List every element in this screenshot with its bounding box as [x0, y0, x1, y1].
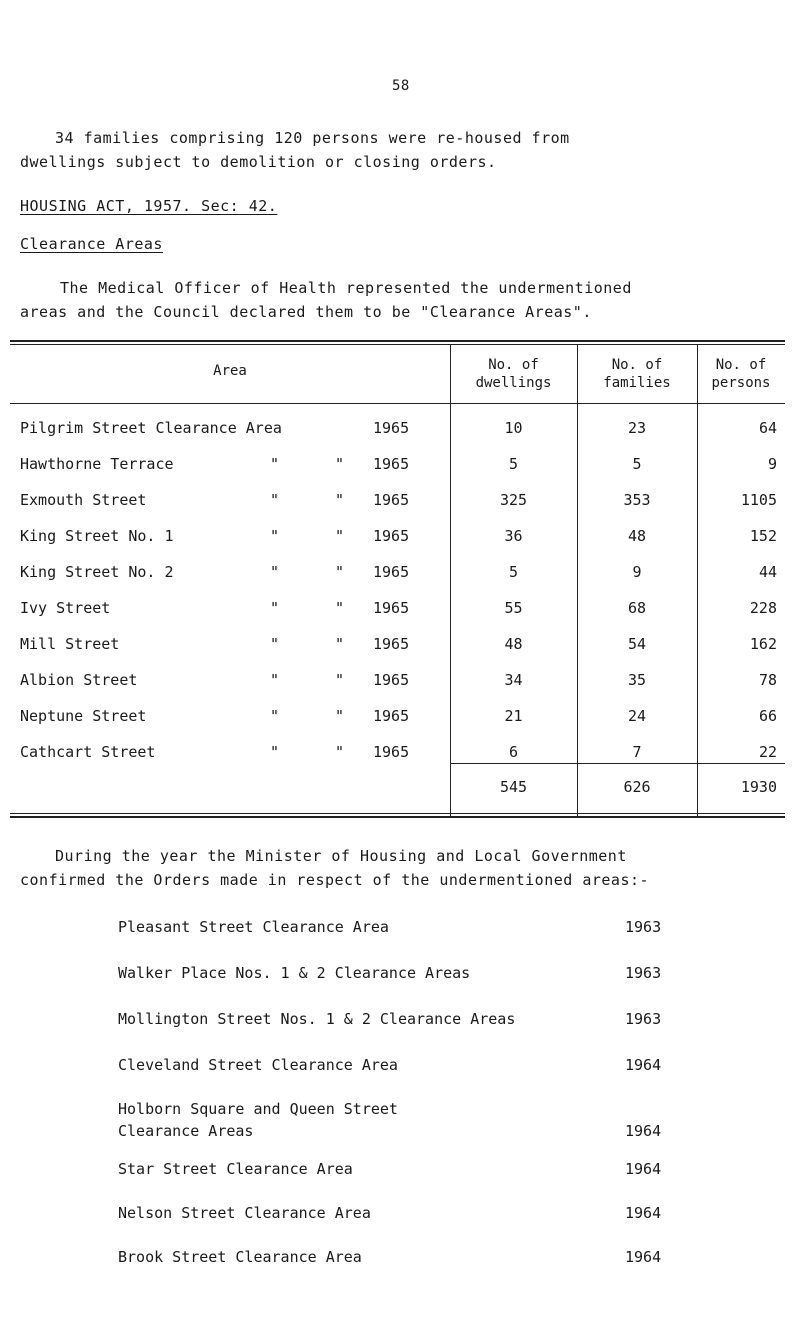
- row-dwellings: 36: [504, 527, 523, 545]
- row-ditto-2: ": [335, 671, 345, 689]
- table-total-rule: [450, 763, 785, 764]
- row-dwellings: 48: [504, 635, 523, 653]
- row-year: 1965: [373, 599, 410, 617]
- row-area-name: Cathcart Street: [20, 743, 156, 761]
- row-persons: 162: [749, 635, 777, 653]
- confirmed-line-1: During the year the Minister of Housing and Local Government: [55, 847, 627, 865]
- order-year: 1964: [625, 1056, 662, 1074]
- header-families-1: No. of: [611, 357, 663, 373]
- row-ditto-2: ": [335, 635, 345, 653]
- header-dwellings-2: dwellings: [475, 375, 552, 391]
- row-families: 7: [632, 743, 642, 761]
- row-persons: 64: [758, 419, 777, 437]
- row-ditto-2: ": [335, 455, 345, 473]
- header-persons-2: persons: [711, 375, 771, 391]
- row-ditto-1: ": [270, 635, 280, 653]
- row-year: 1965: [373, 455, 410, 473]
- order-year: 1963: [625, 918, 662, 936]
- row-persons: 1105: [740, 491, 777, 509]
- row-ditto-2: ": [335, 707, 345, 725]
- row-year: 1965: [373, 491, 410, 509]
- intro-line-1: 34 families comprising 120 persons were re-housed from: [55, 129, 570, 147]
- row-families: 35: [627, 671, 647, 689]
- order-area-name: Cleveland Street Clearance Area: [118, 1056, 398, 1074]
- row-dwellings: 6: [508, 743, 519, 761]
- total-dwellings: 545: [499, 778, 528, 796]
- row-ditto-1: ": [270, 527, 280, 545]
- order-year: 1964: [625, 1122, 662, 1140]
- order-year: 1964: [625, 1248, 662, 1266]
- represented-line-1: The Medical Officer of Health represented the undermentioned: [60, 279, 632, 297]
- row-ditto-1: ": [270, 599, 280, 617]
- total-families: 626: [623, 778, 651, 796]
- order-area-name: Walker Place Nos. 1 & 2 Clearance Areas: [118, 964, 471, 982]
- row-persons: 66: [758, 707, 777, 725]
- row-ditto-1: ": [270, 491, 280, 509]
- represented-line-2: areas and the Council declared them to be "Clearance Areas".: [20, 303, 592, 321]
- row-ditto-2: ": [335, 743, 345, 761]
- order-year: 1963: [625, 1010, 662, 1028]
- row-area-name: Hawthorne Terrace: [20, 455, 174, 473]
- section-heading-text: HOUSING ACT, 1957. Sec: 42.: [20, 197, 278, 215]
- row-families: 5: [632, 455, 642, 473]
- row-dwellings: 325: [499, 491, 528, 509]
- row-families: 24: [627, 707, 647, 725]
- table-top-rule-2: [10, 344, 785, 345]
- row-area-name: Albion Street: [20, 671, 138, 689]
- row-year: 1965: [373, 635, 410, 653]
- row-area-name: Mill Street: [20, 635, 120, 653]
- row-ditto-2: ": [335, 527, 345, 545]
- row-persons: 152: [749, 527, 777, 545]
- order-area-name: Star Street Clearance Area: [118, 1160, 353, 1178]
- row-dwellings: 5: [508, 563, 519, 581]
- table-bottom-rule-2: [10, 816, 785, 818]
- header-area: Area: [213, 363, 247, 379]
- row-year: 1965: [373, 743, 410, 761]
- row-area-name: Ivy Street: [20, 599, 111, 617]
- row-dwellings: 10: [504, 419, 523, 437]
- row-ditto-2: ": [335, 599, 345, 617]
- row-dwellings: 5: [508, 455, 519, 473]
- header-persons-1: No. of: [715, 357, 767, 373]
- row-area-name: Pilgrim Street Clearance Area: [20, 419, 282, 437]
- intro-line-2: dwellings subject to demolition or closing orders.: [20, 153, 497, 171]
- row-area-name: Exmouth Street: [20, 491, 147, 509]
- row-ditto-1: ": [270, 563, 280, 581]
- page-number: 58: [392, 78, 410, 94]
- row-families: 9: [632, 563, 642, 581]
- row-area-name: King Street No. 1: [20, 527, 174, 545]
- row-persons: 22: [758, 743, 777, 761]
- row-persons: 228: [749, 599, 777, 617]
- order-area-name: Holborn Square and Queen Street: [118, 1100, 398, 1118]
- row-ditto-2: ": [335, 491, 345, 509]
- row-ditto-1: ": [270, 707, 280, 725]
- row-families: 54: [627, 635, 647, 653]
- row-persons: 9: [767, 455, 777, 473]
- row-year: 1965: [373, 527, 410, 545]
- row-year: 1965: [373, 671, 410, 689]
- row-dwellings: 21: [504, 707, 523, 725]
- table-top-rule: [10, 340, 785, 342]
- row-persons: 78: [758, 671, 777, 689]
- row-persons: 44: [758, 563, 777, 581]
- header-families-2: families: [603, 375, 671, 391]
- total-persons: 1930: [740, 778, 777, 796]
- row-year: 1965: [373, 707, 410, 725]
- order-year: 1963: [625, 964, 662, 982]
- row-area-name: King Street No. 2: [20, 563, 174, 581]
- order-year: 1964: [625, 1160, 662, 1178]
- row-year: 1965: [373, 419, 410, 437]
- row-area-name: Neptune Street: [20, 707, 147, 725]
- row-ditto-2: ": [335, 563, 345, 581]
- order-area-name: Pleasant Street Clearance Area: [118, 918, 389, 936]
- row-dwellings: 34: [504, 671, 523, 689]
- subsection-heading: Clearance Areas: [20, 235, 163, 253]
- row-dwellings: 55: [504, 599, 523, 617]
- row-ditto-1: ": [270, 671, 280, 689]
- section-heading: [20, 194, 277, 218]
- order-area-name: Brook Street Clearance Area: [118, 1248, 362, 1266]
- row-ditto-1: ": [270, 743, 280, 761]
- row-families: 48: [627, 527, 647, 545]
- row-families: 68: [627, 599, 647, 617]
- table-bottom-rule: [10, 813, 785, 814]
- row-year: 1965: [373, 563, 410, 581]
- row-families: 23: [627, 419, 647, 437]
- row-ditto-1: ": [270, 455, 280, 473]
- confirmed-line-2: confirmed the Orders made in respect of the undermentioned areas:-: [20, 871, 650, 889]
- clearance-areas-table: [10, 340, 785, 818]
- order-area-name-continued: Clearance Areas: [118, 1122, 254, 1140]
- order-area-name: Mollington Street Nos. 1 & 2 Clearance Areas: [118, 1010, 516, 1028]
- row-families: 353: [623, 491, 651, 509]
- table-header-rule: [10, 403, 785, 404]
- order-area-name: Nelson Street Clearance Area: [118, 1204, 371, 1222]
- header-dwellings-1: No. of: [488, 357, 539, 373]
- order-year: 1964: [625, 1204, 662, 1222]
